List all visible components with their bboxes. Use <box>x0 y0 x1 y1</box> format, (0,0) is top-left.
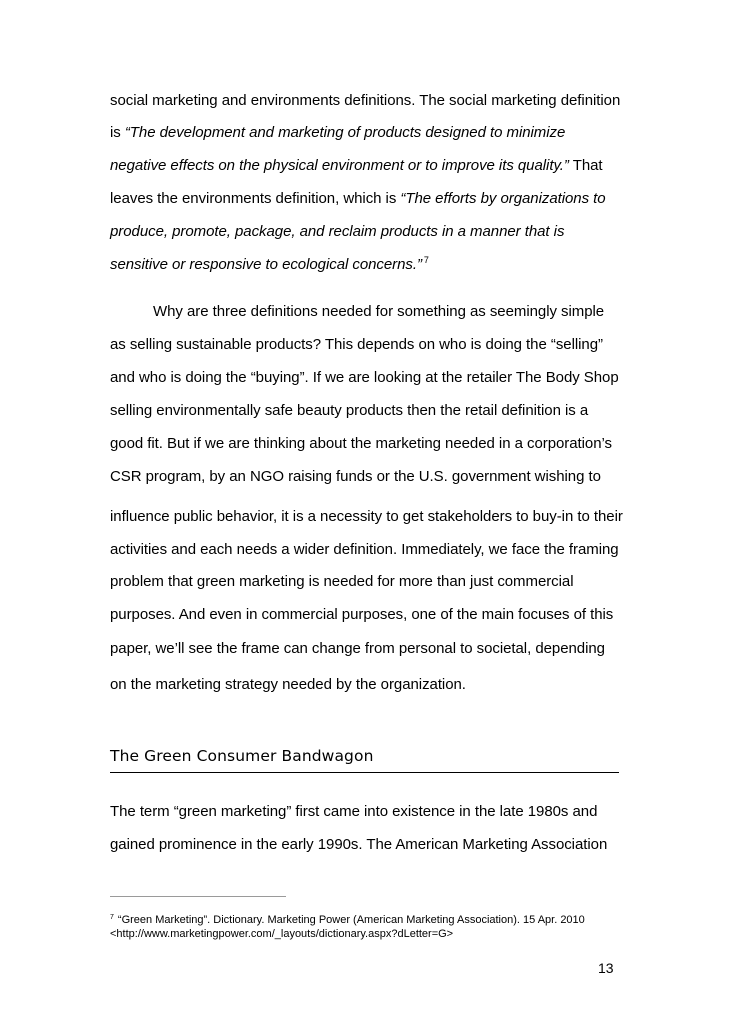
body-line: selling environmentally safe beauty products then the retail definition is a <box>110 402 589 419</box>
quoted-definition: negative effects on the physical environment or to improve its quality.” <box>110 157 569 174</box>
footnote-reference[interactable]: 7 <box>423 255 429 265</box>
footnote-citation: “Green Marketing”. Dictionary. Marketing Power (American Marketing Association). 15 Apr. 2010 <box>117 914 585 926</box>
quoted-definition: “The development and marketing of products designed to minimize <box>124 124 566 141</box>
body-line: influence public behavior, it is a necessity to get stakeholders to buy-in to their <box>110 508 623 525</box>
footnote-number: 7 <box>110 914 114 921</box>
quoted-definition: sensitive or responsive to ecological concerns.” <box>110 256 422 273</box>
body-line: paper, we’ll see the frame can change from personal to societal, depending <box>110 640 605 657</box>
text-run: is <box>110 124 125 141</box>
body-line: good fit. But if we are thinking about the marketing needed in a corporation’s <box>110 435 612 452</box>
body-line: and who is doing the “buying”. If we are looking at the retailer The Body Shop <box>110 369 619 386</box>
body-line: as selling sustainable products? This depends on who is doing the “selling” <box>110 336 603 353</box>
footnote-text <box>110 914 585 927</box>
body-line <box>110 157 603 175</box>
body-line <box>110 256 429 274</box>
body-line <box>110 190 606 208</box>
text-run: That <box>568 157 603 174</box>
body-line: CSR program, by an NGO raising funds or the U.S. government wishing to <box>110 468 601 485</box>
quoted-definition: “The efforts by organizations to <box>400 190 606 207</box>
footnote-separator <box>110 896 286 897</box>
body-line: The term “green marketing” first came into existence in the late 1980s and <box>110 803 598 820</box>
heading-divider <box>110 772 619 773</box>
body-line: purposes. And even in commercial purposes, one of the main focuses of this <box>110 606 614 623</box>
body-line <box>110 223 564 241</box>
body-line: activities and each needs a wider definition. Immediately, we face the framing <box>110 541 619 558</box>
page-number: 13 <box>598 960 614 976</box>
body-line <box>110 92 620 110</box>
text-run: leaves the environments definition, which is <box>110 190 401 207</box>
body-line: Why are three definitions needed for something as seemingly simple <box>153 303 605 320</box>
body-line: gained prominence in the early 1990s. The American Marketing Association <box>110 836 608 853</box>
body-line <box>110 124 565 142</box>
section-heading: The Green Consumer Bandwagon <box>110 747 374 765</box>
text-run: social marketing and environments definitions. The social marketing definition <box>110 92 621 109</box>
body-line: problem that green marketing is needed for more than just commercial <box>110 573 574 590</box>
footnote-url[interactable]: <http://www.marketingpower.com/_layouts/dictionary.aspx?dLetter=G> <box>110 928 454 940</box>
body-line: on the marketing strategy needed by the organization. <box>110 676 466 693</box>
quoted-definition: produce, promote, package, and reclaim products in a manner that is <box>110 223 565 240</box>
